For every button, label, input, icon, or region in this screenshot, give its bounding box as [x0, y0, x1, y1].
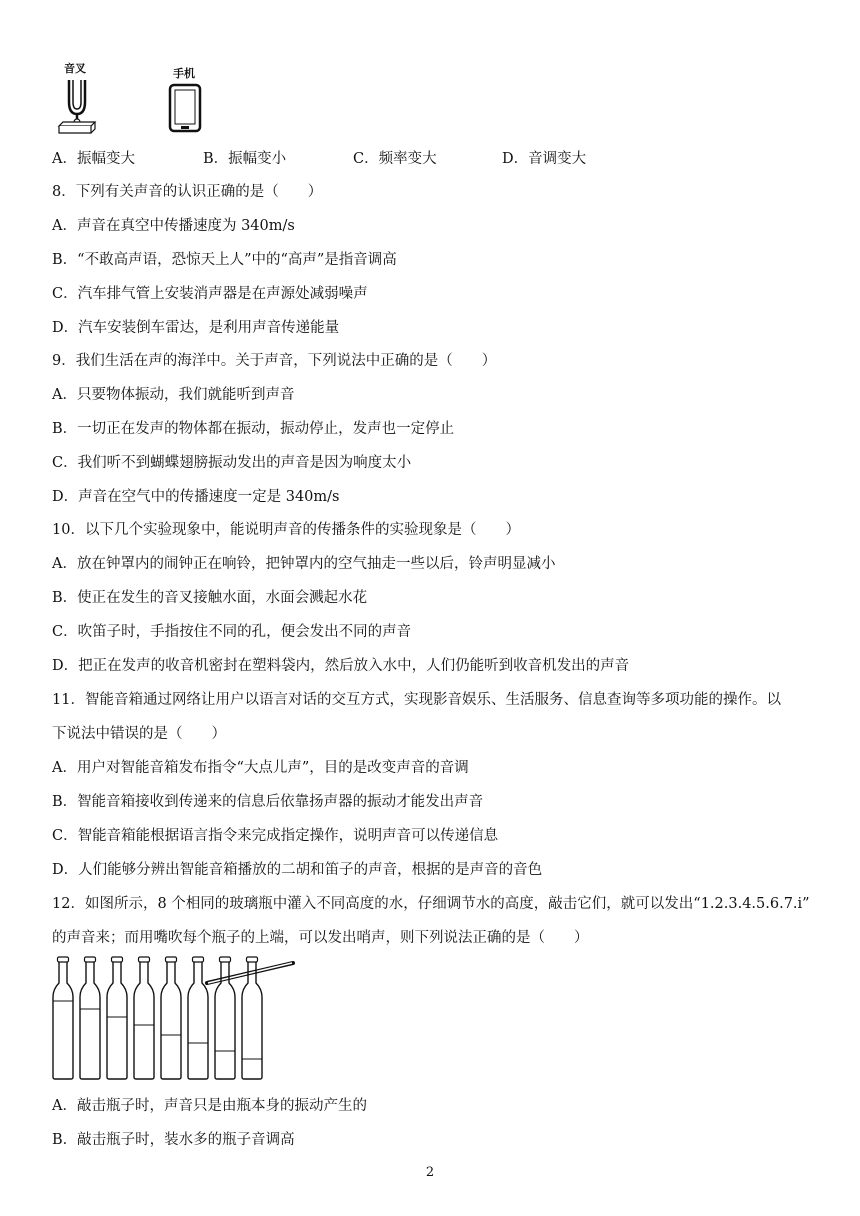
q8-option-a: A．声音在真空中传播速度为 340m/s — [52, 218, 295, 234]
q12-stem-line2: 的声音来；而用嘴吹每个瓶子的上端，可以发出哨声，则下列说法正确的是（ ） — [52, 930, 589, 946]
phone-icon — [168, 83, 208, 139]
glass-bottles-figure — [45, 955, 305, 1085]
q11-option-b: B．智能音箱接收到传递来的信息后依靠扬声器的振动才能发出声音 — [52, 794, 484, 810]
q7-option-a: A．振幅变大 — [52, 151, 135, 167]
q9-option-b: B．一切正在发声的物体都在振动，振动停止，发声也一定停止 — [52, 421, 455, 437]
q9-stem: 9．我们生活在声的海洋中。关于声音，下列说法中正确的是（ ） — [52, 353, 497, 369]
q9-option-d: D．声音在空气中的传播速度一定是 340m/s — [52, 489, 340, 505]
q10-option-b: B．使正在发生的音叉接触水面，水面会溅起水花 — [52, 590, 368, 606]
tuning-fork-icon — [55, 76, 105, 146]
glass-bottle — [161, 957, 181, 1079]
q8-option-c: C．汽车排气管上安装消声器是在声源处减弱噪声 — [52, 286, 368, 302]
q10-option-a: A．放在钟罩内的闹钟正在响铃，把钟罩内的空气抽走一些以后，铃声明显减小 — [52, 556, 556, 572]
q8-stem: 8．下列有关声音的认识正确的是（ ） — [52, 184, 323, 200]
glass-bottle — [134, 957, 154, 1079]
q11-option-d: D．人们能够分辨出智能音箱播放的二胡和笛子的声音，根据的是声音的音色 — [52, 862, 543, 878]
glass-bottle — [188, 957, 208, 1079]
q8-option-b: B．“不敢高声语，恐惊天上人”中的“高声”是指音调高 — [52, 252, 397, 268]
q9-option-c: C．我们听不到蝴蝶翅膀振动发出的声音是因为响度太小 — [52, 455, 412, 471]
glass-bottle — [107, 957, 127, 1079]
q8-option-d: D．汽车安装倒车雷达，是利用声音传递能量 — [52, 320, 340, 336]
q11-option-c: C．智能音箱能根据语言指令来完成指定操作，说明声音可以传递信息 — [52, 828, 499, 844]
q12-option-a: A．敲击瓶子时，声音只是由瓶本身的振动产生的 — [52, 1098, 367, 1114]
q11-stem-line2: 下说法中错误的是（ ） — [52, 726, 226, 742]
q7-option-c: C．频率变大 — [353, 151, 437, 167]
q10-option-c: C．吹笛子时，手指按住不同的孔，便会发出不同的声音 — [52, 624, 412, 640]
glass-bottle — [53, 957, 73, 1079]
q7-option-b: B．振幅变小 — [203, 151, 287, 167]
q11-option-a: A．用户对智能音箱发布指令“大点儿声”，目的是改变声音的音调 — [52, 760, 469, 776]
q9-option-a: A．只要物体振动，我们就能听到声音 — [52, 387, 295, 403]
q12-option-b: B．敲击瓶子时，装水多的瓶子音调高 — [52, 1132, 295, 1148]
q12-stem-line1: 12．如图所示，8 个相同的玻璃瓶中灌入不同高度的水，仔细调节水的高度，敲击它们，就可以发出“1.2.3.4.5.6.7.i” — [52, 896, 810, 912]
q7-option-d: D．音调变大 — [502, 151, 587, 167]
q10-option-d: D．把正在发声的收音机密封在塑料袋内，然后放入水中，人们仍能听到收音机发出的声音 — [52, 658, 630, 674]
tuning-fork-label: 音叉 — [64, 62, 86, 75]
phone-label: 手机 — [173, 67, 195, 80]
glass-bottle — [80, 957, 100, 1079]
page-number: 2 — [425, 1165, 435, 1180]
q11-stem-line1: 11．智能音箱通过网络让用户以语言对话的交互方式，实现影音娱乐、生活服务、信息查询等多项功能的操作。以 — [52, 692, 781, 708]
q10-stem: 10．以下几个实验现象中，能说明声音的传播条件的实验现象是（ ） — [52, 522, 520, 538]
